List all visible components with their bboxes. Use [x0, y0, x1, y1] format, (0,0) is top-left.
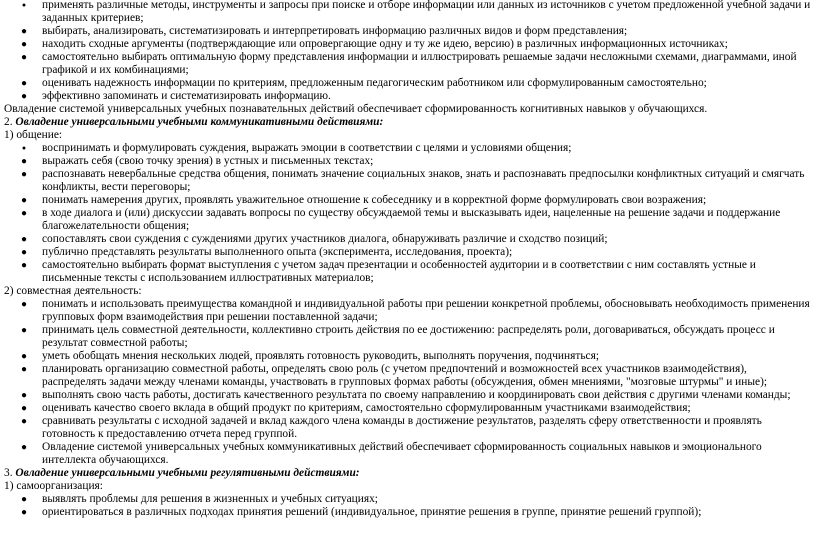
list-item: ● оценивать надежность информации по критериям, предложенным педагогическим работником или сформулированным самостоятельно; — [4, 77, 812, 90]
list-item: ● воспринимать и формулировать суждения, выражать эмоции в соответствии с целями и условиями общения; — [4, 142, 812, 155]
section-3-title: Овладение универсальными учебными регулятивными действиями: — [15, 467, 360, 479]
subsection-self-organization: 1) самоорганизация: — [4, 480, 103, 492]
bullet-icon: ● — [20, 364, 28, 375]
list-item: ● понимать и использовать преимущества командной и индивидуальной работы при решении конкретной проблемы, обосновывать необходимость применения групповых форм взаимодействия при решении поставленной задачи; — [4, 298, 812, 324]
bullet-icon: ● — [20, 39, 28, 50]
section-2-heading: 2. Овладение универсальными учебными коммуникативными действиями: — [4, 116, 384, 128]
list-item: ● публично представлять результаты выполненного опыта (эксперимента, исследования, проекта); — [4, 246, 812, 259]
bullet-icon: ● — [20, 260, 28, 271]
list-item: ● Овладение системой универсальных учебных коммуникативных действий обеспечивает сформированность социальных навыков и эмоционального интеллекта обучающихся. — [4, 441, 812, 467]
bullet-icon: ● — [20, 26, 28, 37]
section-3-heading: 3. Овладение универсальными учебными регулятивными действиями: — [4, 467, 360, 479]
bullet-icon: ● — [21, 144, 27, 152]
section-2-title: Овладение универсальными учебными коммуникативными действиями: — [15, 116, 384, 128]
bullet-icon: ● — [20, 91, 28, 102]
bullet-icon: ● — [20, 507, 28, 518]
list-item: ● применять различные методы, инструменты и запросы при поиске и отборе информации или данных из источников с учетом предложенной учебной задачи и заданных критериев; — [4, 0, 812, 25]
list-item: ● выявлять проблемы для решения в жизненных и учебных ситуациях; — [4, 493, 812, 506]
list-item: ● эффективно запоминать и систематизировать информацию. — [4, 90, 812, 103]
document-content — [4, 0, 812, 519]
bullet-icon: ● — [21, 1, 27, 9]
list-item: ● сравнивать результаты с исходной задачей и вклад каждого члена команды в достижение результатов, разделять сферу ответственности и проявлять готовность к предоставлению отчета перед группой. — [4, 415, 812, 441]
list-item: ● уметь обобщать мнения нескольких людей, проявлять готовность руководить, выполнять поручения, подчиняться; — [4, 350, 812, 363]
bullet-icon: ● — [20, 247, 28, 258]
cognitive-skills-list — [4, 0, 812, 103]
bullet-icon: ● — [20, 403, 28, 414]
self-organization-list — [4, 493, 812, 519]
list-item: ● планировать организацию совместной работы, определять свою роль (с учетом предпочтений и возможностей всех участников взаимодействия), распределять задачи между членами команды, участвовать в групповых формах работы (обсуждения, обмен мнениями, "мозговые штурмы" и иные); — [4, 363, 812, 389]
list-item: ● выражать себя (свою точку зрения) в устных и письменных текстах; — [4, 155, 812, 168]
communication-list — [4, 142, 812, 285]
bullet-icon: ● — [20, 208, 28, 219]
subsection-joint-activity: 2) совместная деятельность: — [4, 285, 142, 297]
list-item: ● самостоятельно выбирать оптимальную форму представления информации и иллюстрировать решаемые задачи несложными схемами, диаграммами, иной графикой и их комбинациями; — [4, 51, 812, 77]
bullet-icon: ● — [20, 325, 28, 336]
joint-activity-list — [4, 298, 812, 467]
bullet-icon: ● — [20, 442, 28, 453]
bullet-icon: ● — [20, 351, 28, 362]
bullet-icon: ● — [20, 494, 28, 505]
bullet-icon: ● — [20, 390, 28, 401]
bullet-icon: ● — [20, 234, 28, 245]
bullet-icon: ● — [20, 299, 28, 310]
list-item: ● оценивать качество своего вклада в общий продукт по критериям, самостоятельно сформулированным участниками взаимодействия; — [4, 402, 812, 415]
bullet-icon: ● — [20, 52, 28, 63]
bullet-icon: ● — [20, 195, 28, 206]
list-item: ● выполнять свою часть работы, достигать качественного результата по своему направлению и координировать свои действия с другими членами команды; — [4, 389, 812, 402]
bullet-icon: ● — [20, 156, 28, 167]
list-item: ● сопоставлять свои суждения с суждениями других участников диалога, обнаруживать различие и сходство позиций; — [4, 233, 812, 246]
list-item: ● выбирать, анализировать, систематизировать и интерпретировать информацию различных видов и форм представления; — [4, 25, 812, 38]
list-item: ● ориентироваться в различных подходах принятия решений (индивидуальное, принятие решения в группе, принятие решений группой); — [4, 506, 812, 519]
list-item: ● в ходе диалога и (или) дискуссии задавать вопросы по существу обсуждаемой темы и высказывать идеи, нацеленные на решение задачи и поддержание благожелательности общения; — [4, 207, 812, 233]
bullet-icon: ● — [20, 169, 28, 180]
list-item: ● находить сходные аргументы (подтверждающие или опровергающие одну и ту же идею, версию) в различных информационных источниках; — [4, 38, 812, 51]
list-item: ● распознавать невербальные средства общения, понимать значение социальных знаков, знать и распознавать предпосылки конфликтных ситуаций и смягчать конфликты, вести переговоры; — [4, 168, 812, 194]
subsection-communication: 1) общение: — [4, 129, 63, 141]
list-item: ● самостоятельно выбирать формат выступления с учетом задач презентации и особенностей аудитории и в соответствии с ним составлять устные и письменные тексты с использованием иллюстративных материалов; — [4, 259, 812, 285]
bullet-icon: ● — [20, 416, 28, 427]
bullet-icon: ● — [20, 78, 28, 89]
list-item: ● понимать намерения других, проявлять уважительное отношение к собеседнику и в корректной форме формулировать свои возражения; — [4, 194, 812, 207]
list-item: ● принимать цель совместной деятельности, коллективно строить действия по ее достижению: распределять роли, договариваться, обсуждать процесс и результат совместной работы; — [4, 324, 812, 350]
cognitive-summary: Овладение системой универсальных учебных познавательных действий обеспечивает сформированность когнитивных навыков у обучающихся. — [4, 103, 708, 115]
